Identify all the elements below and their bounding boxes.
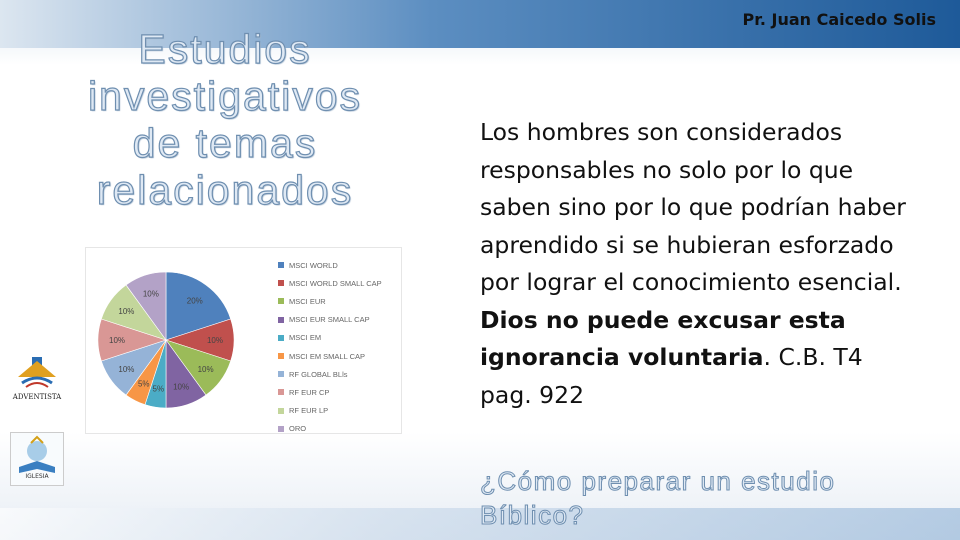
author-name: Pr. Juan Caicedo Solis [742,10,936,29]
legend-label: MSCI EUR SMALL CAP [289,315,370,325]
pie-label-10: 10% [142,289,159,299]
pie-label-9: 10% [118,307,135,317]
pie-chart [86,248,276,433]
pie-label-6: 5% [137,379,150,389]
legend-swatch [278,317,284,323]
legend-label: MSCI WORLD SMALL CAP [289,278,382,288]
legend-label: RF EUR CP [289,387,330,397]
pie-label-7: 10% [118,364,135,374]
legend-label: MSCI WORLD [289,260,338,270]
legend-label: RF GLOBAL BLls [289,369,348,379]
quote-paragraph: Los hombres son considerados responsables no solo por lo que saben sino por lo que podrían haber aprendido si se hubieran esforzado por lograr el conocimiento esencial. [480,118,906,296]
church-logo-text: IGLESIA [25,473,49,480]
title-line-3: de temas [132,120,318,166]
title-line-1: Estudios [138,26,312,72]
legend-swatch [278,426,284,432]
pie-label-8: 10% [109,336,126,345]
pie-label-3: 10% [197,364,214,374]
legend-item [278,292,398,310]
legend-item [278,383,398,401]
legend-swatch [278,371,284,377]
legend-swatch [278,262,284,268]
legend-item [278,329,398,347]
pie-label-2: 10% [206,336,223,345]
church-logo [10,432,64,486]
legend-label: RF EUR LP [289,406,329,416]
adventist-logo-text: ADVENTISTA [12,393,62,401]
legend-item [278,420,398,438]
legend-item [278,347,398,365]
legend-swatch [278,298,284,304]
legend-swatch [278,389,284,395]
pie-label-5: 5% [152,384,165,394]
quote-reference: . C.B. T4 pag. 922 [480,343,863,409]
legend-swatch [278,280,284,286]
study-question: ¿Cómo preparar un estudio Bíblico? [480,466,836,530]
legend-swatch [278,335,284,341]
title-line-2: investigativos [87,73,363,119]
legend-item [278,274,398,292]
slide-title [60,26,390,214]
legend-label: MSCI EM [289,333,322,343]
legend-label: ORO [289,424,307,434]
legend-item [278,365,398,383]
quote-text [480,114,920,414]
legend-swatch [278,408,284,414]
title-line-4: relacionados [96,167,354,213]
legend-label: MSCI EM SMALL CAP [289,351,365,361]
quote-bold: Dios no puede excusar esta ignorancia voluntaria [480,305,846,371]
legend-label: MSCI EUR [289,296,326,306]
legend-swatch [278,353,284,359]
legend-item [278,256,398,274]
legend-item [278,311,398,329]
pie-label-4: 10% [173,382,190,392]
legend-item [278,402,398,420]
chart-legend [278,256,398,438]
pie-label-1: 20% [186,296,203,306]
adventist-logo [10,355,64,411]
